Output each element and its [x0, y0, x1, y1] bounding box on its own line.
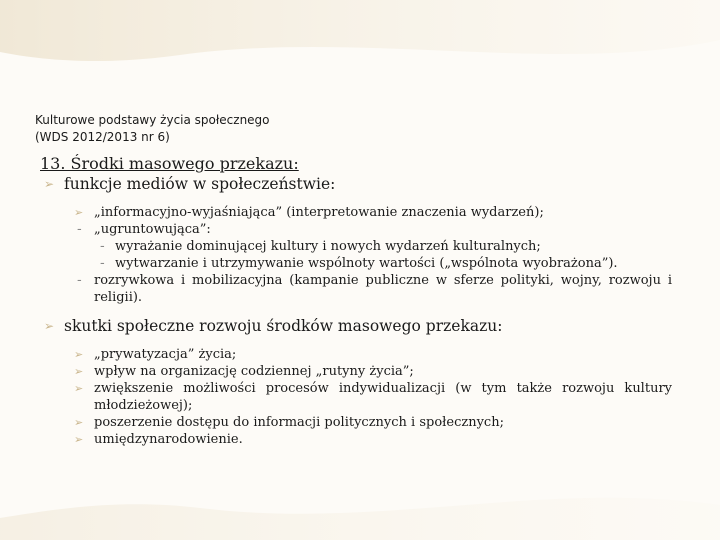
- list-item: [40, 431, 672, 448]
- section-heading-text: funkcje mediów w społeczeństwie:: [64, 175, 336, 193]
- list-item: [40, 272, 672, 306]
- list-item: [40, 221, 672, 238]
- list-item: [40, 414, 672, 431]
- section-effects-heading: [40, 316, 680, 336]
- list-item-text: „informacyjno-wyjaśniająca” (interpretowanie znaczenia wydarzeń);: [94, 205, 544, 220]
- list-item-text: wytwarzanie i utrzymywanie wspólnoty wartości („wspólnota wyobrażona”).: [115, 256, 618, 271]
- list-item-text: „ugruntowująca”:: [94, 222, 211, 237]
- list-item-text: zwiększenie możliwości procesów indywidualizacji (w tym także rozwoju kultury młodzieżowej);: [94, 381, 672, 413]
- dash-marker: -: [100, 256, 105, 271]
- course-title: Kulturowe podstawy życia społecznego: [35, 113, 270, 127]
- list-item-text: wpływ na organizację codziennej „rutyny życia”;: [94, 364, 414, 379]
- bullet-icon: ➢: [74, 348, 84, 361]
- list-item-text: rozrywkowa i mobilizacyjna (kampanie publiczne w sferze polityki, wojny, rozwoju i religii).: [94, 273, 672, 305]
- list-item: [40, 363, 672, 380]
- slide-title: 13. Środki masowego przekazu:: [40, 154, 299, 173]
- slide-content: [40, 154, 680, 448]
- list-item: [40, 380, 672, 414]
- bullet-icon: ➢: [74, 433, 84, 446]
- dash-marker: -: [100, 239, 105, 254]
- bullet-icon: ➢: [44, 319, 55, 333]
- dash-marker: -: [77, 273, 82, 288]
- list-item: [40, 204, 672, 221]
- list-item-text: wyrażanie dominującej kultury i nowych wydarzeń kulturalnych;: [115, 239, 541, 254]
- course-code: (WDS 2012/2013 nr 6): [35, 130, 170, 144]
- bullet-icon: ➢: [74, 365, 84, 378]
- list-item-text: „prywatyzacja” życia;: [94, 347, 237, 362]
- list-item-text: poszerzenie dostępu do informacji politycznych i społecznych;: [94, 415, 504, 430]
- section-functions-heading: [40, 174, 680, 194]
- dash-marker: -: [77, 222, 82, 237]
- slide-header: [35, 112, 270, 146]
- sub-list-item: [40, 255, 672, 272]
- list-item-text: umiędzynarodowienie.: [94, 432, 243, 447]
- section-heading-text: skutki społeczne rozwoju środków masowego przekazu:: [64, 317, 503, 335]
- bullet-icon: ➢: [74, 382, 84, 395]
- bullet-icon: ➢: [74, 206, 84, 219]
- bullet-icon: ➢: [44, 177, 55, 191]
- sub-list-item: [40, 238, 672, 255]
- bullet-icon: ➢: [74, 416, 84, 429]
- list-item: [40, 346, 672, 363]
